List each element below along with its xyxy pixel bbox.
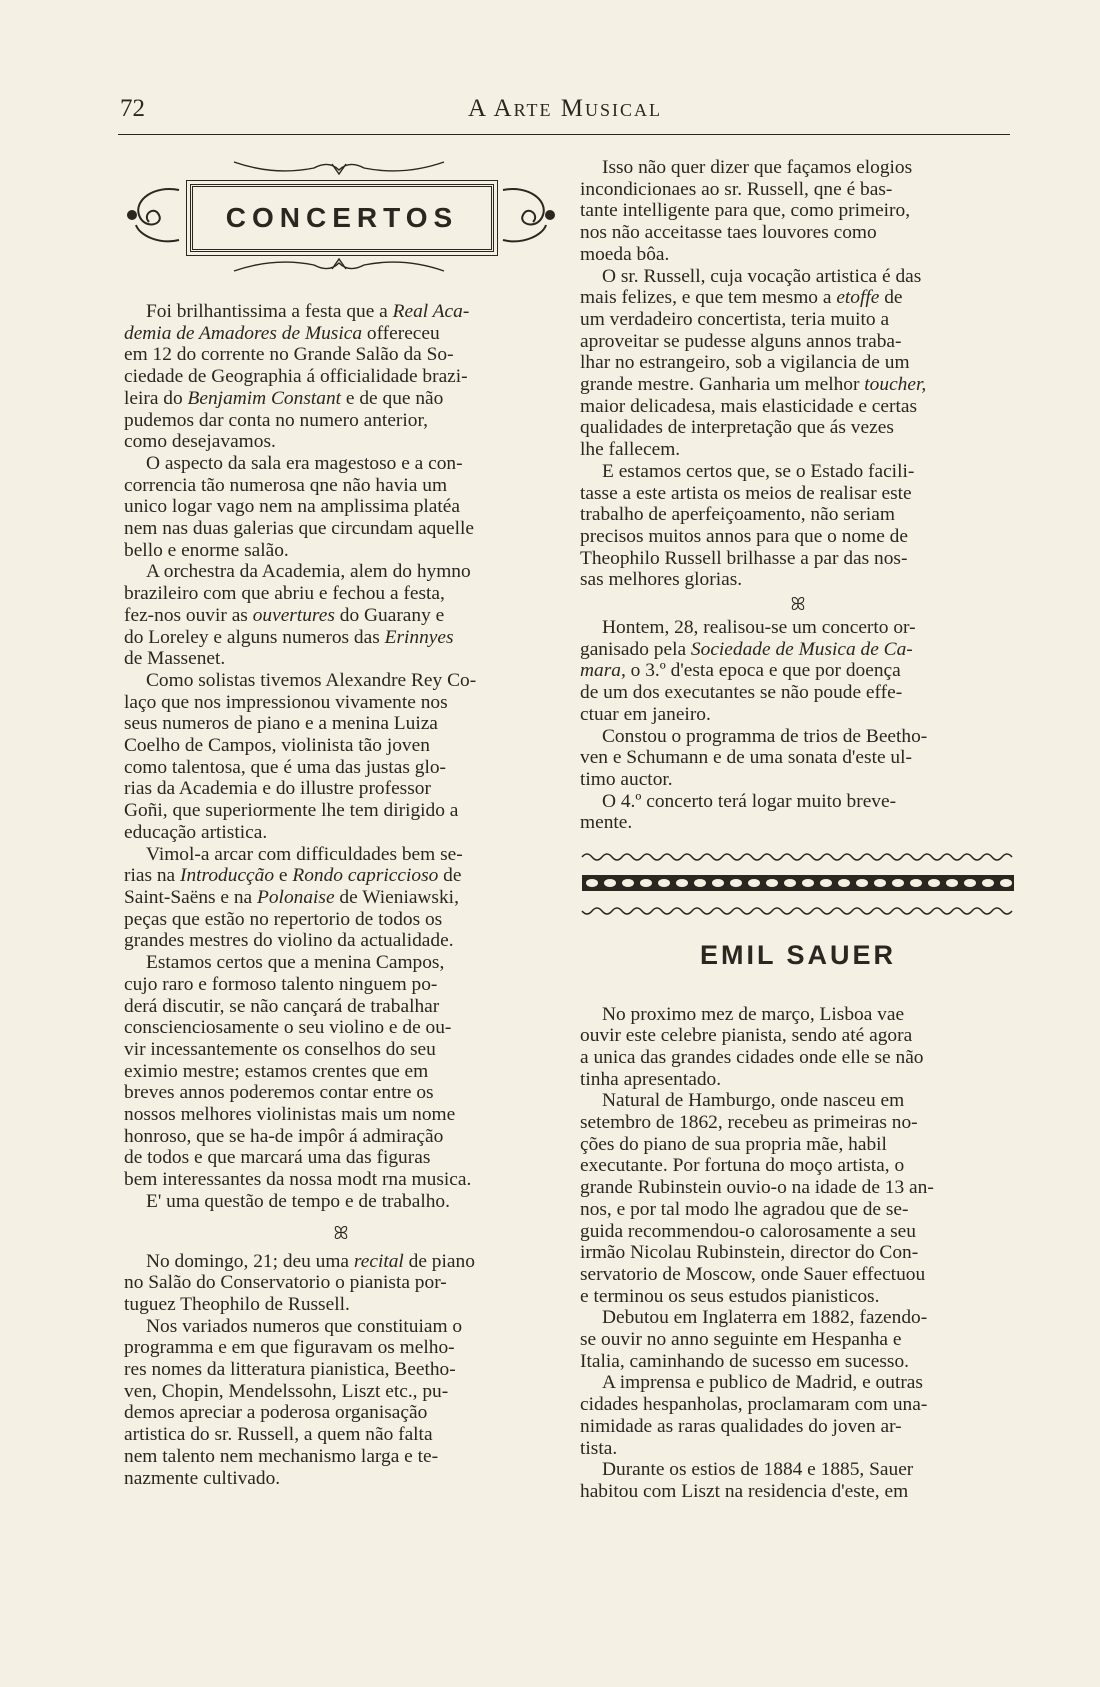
paragraph: Estamos certos que a menina Campos, cujo raro e formoso talento ninguem po- derá discutir, se não cançará de trabalhar conscienciosamente o seu violino e de ou- vir incessantemente os conselhos do seu eximio mestre; estamos crentes que em breves annos poderemos contar entre os nossos melhores violinistas mais um nome honroso, que se ha-de impôr á admiração de todos e que marcará uma das figuras bem interessantes da nossa modt rna musica.: [124, 952, 472, 1191]
paragraph: E' uma questão de tempo e de trabalho.: [146, 1190, 450, 1212]
page-number: 72: [120, 95, 145, 122]
italic-text: ouvertures: [252, 604, 335, 626]
journal-title: A Arte Musical: [468, 95, 662, 122]
paragraph: Debutou em Inglaterra em 1882, fazendo- se ouvir no anno seguinte em Hespanha e Italia, caminhando de sucesso em sucesso.: [580, 1307, 928, 1372]
concertos-heading-ornament: [124, 158, 558, 280]
paragraph: O 4.º concerto terá logar muito breve- mente.: [580, 790, 897, 834]
emil-sauer-heading: EMIL SAUER: [699, 939, 897, 970]
paragraph: No domingo, 21; deu uma recital de piano no Salão do Conservatorio o pianista por- tuguez Theophilo de Russell.: [124, 1250, 475, 1315]
paragraph: Isso não quer dizer que façamos elogios incondicionaes ao sr. Russell, qne é bas- tante intelligente para que, como primeiro, nos não acceitasse taes louvores como moeda bôa.: [580, 157, 913, 265]
paragraph: Vimol-a arcar com difficuldades bem se- rias na Introducção e Rondo capriccioso de Saint-Saëns e na Polonaise de Wieniawski, peças que estão no repertorio de todos os grandes mestres do violino da actualidade.: [124, 843, 463, 952]
italic-text: Erinnyes: [384, 626, 454, 648]
top-flourish-ornament: [214, 158, 464, 180]
paragraph: O sr. Russell, cuja vocação artistica é das mais felizes, e que tem mesmo a etoffe de um verdadeiro concertista, teria muito a aproveitar se pudesse alguns annos traba- lhar no estrangeiro, sob a vigilancia de um grande mestre. Ganharia um melhor toucher, maior delicadesa, mais elasticidade e certas qualidades de interpretação que ás vezes lhe fallecem.: [580, 265, 927, 461]
left-scroll-ornament: [124, 180, 184, 250]
section-dingbat-right: ꕤ: [790, 594, 806, 615]
left-text-b: [124, 1251, 558, 1490]
paragraph: E estamos certos que, se o Estado facili- tasse a este artista os meios de realisar este trabalho de aperfeiçoamento, não seriam precisos muitos annos para que o nome de Theophilo Russell brilhasse a par das nos- sas melhores glorias.: [580, 460, 915, 591]
paragraph: No proximo mez de março, Lisboa vae ouvir este celebre pianista, sendo até agora a unica das grandes cidades onde elle se não tinha apresentado.: [580, 1003, 924, 1090]
right-text-c: [580, 1004, 1016, 1503]
left-column: [124, 158, 558, 1489]
paragraph: O aspecto da sala era magestoso e a con- correncia tão numerosa qne não havia um unico logar vago nem na amplissima platéa nem nas duas galerias que circundam aquelle bello e enorme salão.: [124, 452, 474, 561]
italic-text: recital: [353, 1250, 404, 1272]
right-scroll-ornament: [498, 180, 558, 250]
italic-text: mara,: [580, 660, 626, 682]
paragraph: Foi brilhantissima a festa que a Real Aca- demia de Amadores de Musica offereceu em 12 do corrente no Grande Salão da So- ciedade de Geographia á officialidade brazi- leira do Benjamim Constant e de que não pudemos dar conta no numero anterior, como desejavamos.: [124, 301, 470, 453]
italic-text: demia de Amadores de Musica: [124, 322, 363, 344]
right-text-b: [580, 617, 1016, 834]
section-dingbat-left: ꕤ: [333, 1222, 349, 1243]
italic-text: Rondo capriccioso: [292, 865, 439, 887]
italic-text: Polonaise: [257, 886, 335, 908]
paragraph: A orchestra da Academia, alem do hymno brazileiro com que abriu e fechou a festa, fez-nos ouvir as ouvertures do Guarany e do Loreley e alguns numeros das Erinnyes de Massenet.: [124, 561, 471, 670]
concertos-title-frame: [190, 184, 494, 252]
italic-text: Real Aca-: [392, 301, 470, 322]
right-text-a: [580, 157, 1016, 591]
left-text-a: [124, 301, 558, 1213]
italic-text: Introducção: [180, 865, 275, 887]
header-rule: [118, 134, 1010, 135]
decorative-border-band: [580, 849, 1016, 923]
paragraph: Constou o programma de trios de Beetho- ven e Schumann e de uma sonata d'este ul- timo auctor.: [580, 725, 928, 790]
paragraph: Nos variados numeros que constituiam o programma e em que figuravam os melho- res nomes da litteratura pianistica, Beetho- ven, Chopin, Mendelssohn, Liszt etc., pu- demos apreciar a poderosa organisação artistica do sr. Russell, a quem não falta nem talento nem mechanismo larga e te- nazmente cultivado.: [124, 1315, 463, 1489]
italic-text: Benjamim Constant: [187, 387, 342, 409]
paragraph: A imprensa e publico de Madrid, e outras cidades hespanholas, proclamaram com una- nimidade as raras qualidades do joven ar- tista.: [580, 1372, 928, 1459]
paragraph: Natural de Hamburgo, onde nasceu em setembro de 1862, recebeu as primeiras no- ções do piano de sua propria mãe, habil executante. Por fortuna do moço artista, o grande Rubinstein ouvio-o na idade de 13 an- nos, e por tal modo lhe agradou que de se- guida recommendou-o calorosamente a seu irmão Nicolau Rubinstein, director do Con- servatorio de Moscow, onde Sauer effectuou e terminou os seus estudos pianisticos.: [580, 1090, 934, 1307]
paragraph: Como solistas tivemos Alexandre Rey Co- laço que nos impressionou vivamente nos seus numeros de piano e a menina Luiza Coelho de Campos, violinista tão joven como talentosa, que é uma das justas glo- rias da Academia e do illustre professor Goñi, que superiormente lhe tem dirigido a educação artistica.: [124, 669, 477, 843]
italic-text: toucher,: [864, 374, 927, 396]
running-header: [120, 95, 1010, 127]
bottom-flourish-ornament: [214, 253, 464, 275]
concertos-heading: CONCERTOS: [225, 202, 459, 234]
right-column: [580, 157, 1016, 1503]
italic-text: Sociedade de Musica de Ca-: [690, 638, 913, 660]
paragraph: Durante os estios de 1884 e 1885, Sauer habitou com Liszt na residencia d'este, em: [580, 1459, 914, 1502]
paragraph: Hontem, 28, realisou-se um concerto or- ganisado pela Sociedade de Musica de Ca- mara, o 3.º d'esta epoca e que por doença de um dos executantes se não poude effe- ctuar em janeiro.: [580, 617, 916, 725]
italic-text: etoffe: [836, 287, 880, 309]
